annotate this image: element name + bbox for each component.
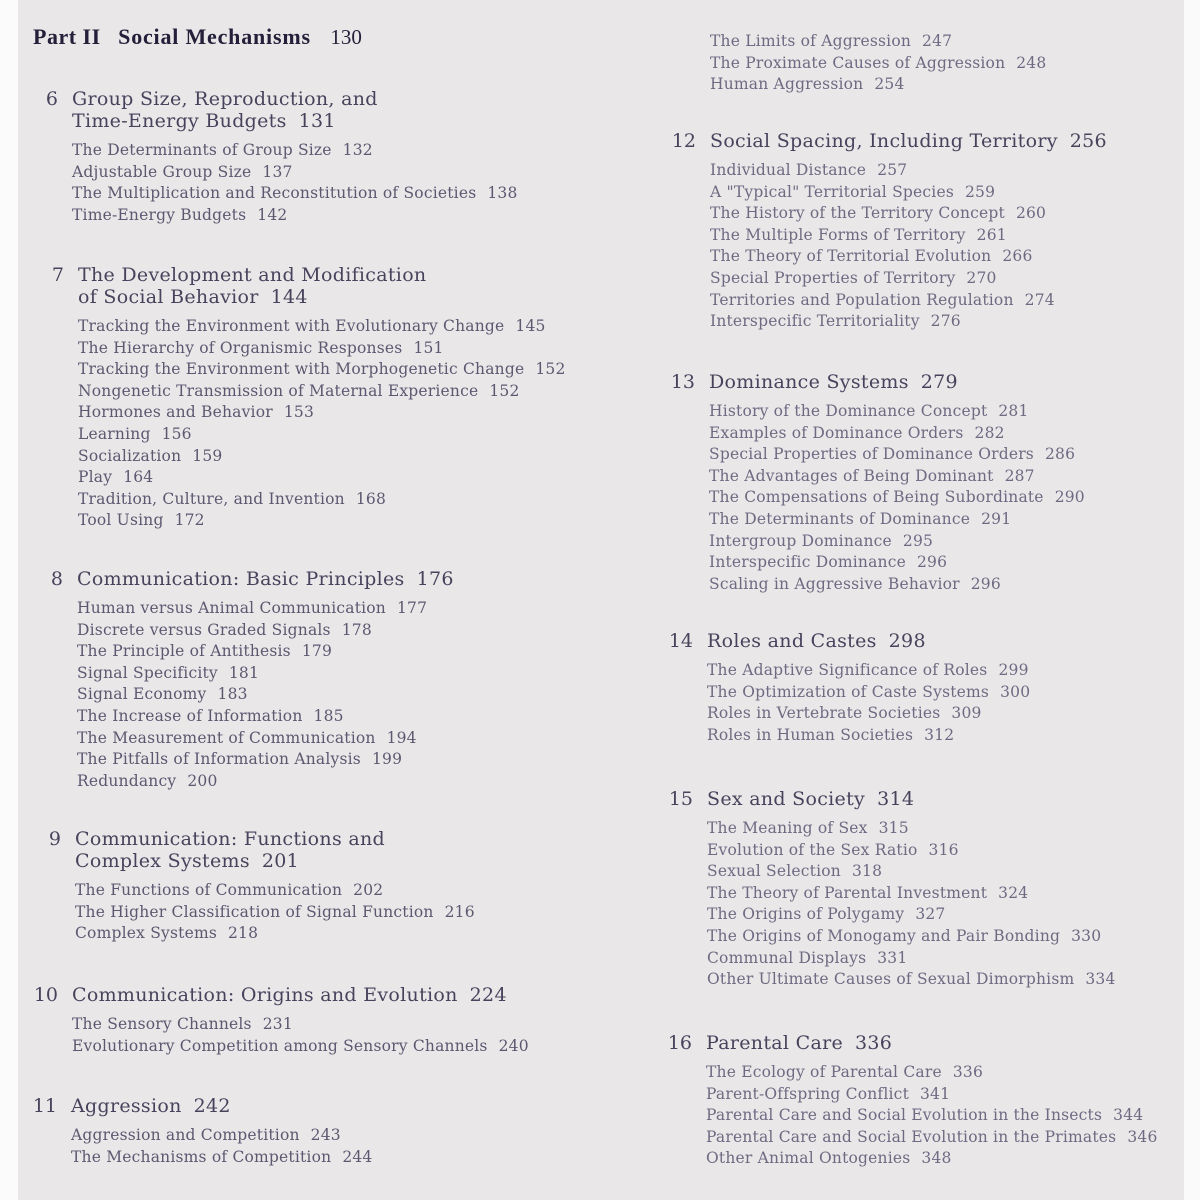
section-entry <box>709 531 1085 553</box>
section-page-number: 346 <box>1127 1127 1158 1146</box>
section-entry <box>707 660 1030 682</box>
section-entry <box>709 423 1085 445</box>
section-list <box>670 31 1046 96</box>
section-list <box>31 1125 373 1168</box>
chapter-number: 12 <box>671 130 696 152</box>
chapter-title: Dominance Systems <box>709 371 909 393</box>
section-page-number: 336 <box>952 1063 984 1081</box>
section-entry <box>72 1036 529 1058</box>
section-entry <box>78 402 566 424</box>
chapter-title: The Development and Modification <box>78 264 427 286</box>
section-title: The Principle of Antithesis <box>77 642 291 661</box>
chapter-number: 13 <box>670 371 695 393</box>
section-title: The Functions of Communication <box>75 881 343 899</box>
section-page-number: 344 <box>1113 1106 1144 1125</box>
section-page-number: 266 <box>1002 247 1033 266</box>
chapter-heading <box>35 828 475 872</box>
chapter-title-line <box>72 88 518 110</box>
section-page-number: 153 <box>283 403 315 422</box>
section-entry <box>78 510 566 532</box>
section-title: The Mechanisms of Competition <box>71 1147 332 1166</box>
section-entry <box>72 140 518 162</box>
section-page-number: 202 <box>353 881 384 899</box>
section-page-number: 260 <box>1015 204 1047 223</box>
chapter-page-number: 201 <box>261 850 300 872</box>
section-title: The Meaning of Sex <box>707 819 868 837</box>
section-list <box>666 1062 1158 1170</box>
chapter-page-number: 176 <box>416 568 454 590</box>
section-title: Aggression and Competition <box>71 1126 300 1144</box>
chapter-entry <box>669 371 1085 595</box>
section-page-number: 316 <box>928 840 959 859</box>
section-entry <box>707 725 1030 747</box>
section-page-number: 164 <box>123 468 154 487</box>
section-title: The Higher Classification of Signal Function <box>75 902 434 921</box>
section-entry <box>706 1127 1158 1149</box>
section-page-number: 156 <box>161 424 192 443</box>
section-title: Hormones and Behavior <box>78 403 273 422</box>
section-title: The Limits of Aggression <box>710 32 912 50</box>
section-entry <box>77 749 454 771</box>
section-title: Discrete versus Graded Signals <box>77 620 331 639</box>
chapter-title-line <box>75 828 475 850</box>
section-entry <box>75 880 475 902</box>
section-entry <box>707 904 1116 926</box>
section-page-number: 300 <box>1000 682 1031 701</box>
section-title: Human versus Animal Communication <box>77 599 386 617</box>
page-edge-left <box>0 0 18 1200</box>
section-page-number: 145 <box>515 317 546 335</box>
chapter-title: Parental Care <box>706 1032 843 1054</box>
chapter-page-number: 224 <box>469 984 507 1006</box>
section-entry <box>707 969 1116 991</box>
section-title: Parental Care and Social Evolution in the Primates <box>706 1127 1117 1146</box>
section-title: Human Aggression <box>710 75 864 94</box>
section-page-number: 327 <box>915 905 946 924</box>
section-entry <box>709 444 1085 466</box>
section-entry <box>78 338 566 360</box>
section-page-number: 276 <box>930 312 961 331</box>
chapter-page-number: 256 <box>1069 130 1107 152</box>
section-entry <box>709 574 1085 596</box>
section-page-number: 315 <box>878 819 909 837</box>
chapter-entry <box>667 788 1116 991</box>
chapter-heading <box>32 984 529 1006</box>
section-list <box>37 598 454 792</box>
section-entry <box>78 467 566 489</box>
section-page-number: 151 <box>413 338 444 357</box>
section-title: Other Animal Ontogenies <box>706 1149 911 1168</box>
section-title: The Determinants of Dominance <box>709 509 971 528</box>
section-page-number: 185 <box>313 706 344 725</box>
section-entry <box>78 446 566 468</box>
chapter-number: 16 <box>667 1032 692 1054</box>
chapter-entry <box>32 88 518 226</box>
section-page-number: 261 <box>976 225 1007 244</box>
section-title: The Multiplication and Reconstitution of Societies <box>72 184 477 203</box>
section-page-number: 199 <box>371 750 403 769</box>
section-title: The Origins of Monogamy and Pair Bonding <box>707 926 1061 945</box>
section-title: Redundancy <box>77 771 177 790</box>
section-entry <box>710 74 1046 96</box>
section-title: Play <box>78 468 113 487</box>
chapter-page-number: 298 <box>888 630 926 652</box>
section-title: The Sensory Channels <box>72 1015 252 1033</box>
section-entry <box>707 703 1030 725</box>
section-entry <box>707 818 1116 840</box>
section-entry <box>71 1147 373 1169</box>
section-title: Tradition, Culture, and Invention <box>78 489 345 508</box>
section-page-number: 152 <box>535 360 566 379</box>
section-entry <box>77 706 454 728</box>
section-title: Nongenetic Transmission of Maternal Experience <box>78 381 479 400</box>
chapter-title: Communication: Origins and Evolution <box>72 984 458 1006</box>
section-entry <box>707 682 1030 704</box>
chapter-heading <box>32 88 518 132</box>
section-page-number: 257 <box>877 161 908 179</box>
section-entry <box>710 311 1107 333</box>
section-entry <box>709 466 1085 488</box>
section-page-number: 290 <box>1054 488 1085 507</box>
chapter-title: Roles and Castes <box>707 630 877 652</box>
section-title: Intergroup Dominance <box>709 531 892 550</box>
section-entry <box>77 771 454 793</box>
section-title: The Theory of Parental Investment <box>707 883 988 902</box>
section-page-number: 200 <box>187 771 218 790</box>
chapter-title-line <box>78 264 566 286</box>
section-entry <box>78 381 566 403</box>
chapter-page-number: 131 <box>298 110 336 132</box>
section-entry <box>709 487 1085 509</box>
chapter-title: Time-Energy Budgets <box>72 110 287 132</box>
part-title: Social Mechanisms <box>118 24 311 49</box>
section-page-number: 181 <box>228 663 260 682</box>
section-title: The Compensations of Being Subordinate <box>709 488 1044 507</box>
section-page-number: 334 <box>1085 970 1116 989</box>
section-entry <box>72 205 518 227</box>
chapter-heading <box>667 630 1030 652</box>
section-entry <box>707 883 1116 905</box>
chapter-title: Sex and Society <box>707 788 866 810</box>
section-list <box>38 316 566 532</box>
chapter-heading <box>667 788 1116 810</box>
section-page-number: 178 <box>341 620 372 639</box>
chapter-number: 7 <box>51 264 64 286</box>
section-page-number: 244 <box>342 1147 373 1166</box>
section-page-number: 142 <box>257 205 288 224</box>
section-page-number: 330 <box>1071 926 1102 945</box>
chapter-entry <box>35 828 475 945</box>
section-entry <box>710 225 1107 247</box>
part-page-number: 130 <box>330 25 362 49</box>
section-page-number: 287 <box>1004 466 1035 485</box>
section-entry <box>710 290 1107 312</box>
section-page-number: 259 <box>964 182 996 201</box>
section-title: Evolutionary Competition among Sensory Channels <box>72 1036 488 1055</box>
section-entry <box>706 1148 1158 1170</box>
section-entry <box>706 1084 1158 1106</box>
section-title: The Hierarchy of Organismic Responses <box>78 338 403 357</box>
chapter-title: of Social Behavior <box>78 286 259 308</box>
section-title: Parent-Offspring Conflict <box>706 1084 909 1103</box>
chapter-heading <box>669 371 1085 393</box>
section-title: Roles in Vertebrate Societies <box>707 704 941 723</box>
section-entry <box>706 1105 1158 1127</box>
section-title: Time-Energy Budgets <box>72 205 247 224</box>
page-edge-right <box>1184 0 1200 1200</box>
chapter-title-line <box>709 371 1085 393</box>
chapter-page-number: 336 <box>855 1032 893 1054</box>
chapter-entry <box>670 130 1107 333</box>
section-page-number: 172 <box>174 511 205 530</box>
chapter-number: 14 <box>668 630 693 652</box>
chapter-entry <box>667 630 1030 746</box>
section-list <box>667 818 1116 991</box>
chapter-title: Aggression <box>71 1095 182 1117</box>
section-entry <box>709 509 1085 531</box>
section-title: History of the Dominance Concept <box>709 402 988 420</box>
chapter-page-number: 314 <box>877 788 915 810</box>
chapter-entry <box>37 568 454 792</box>
section-entry <box>707 926 1116 948</box>
section-entry <box>72 162 518 184</box>
section-title: The Pitfalls of Information Analysis <box>77 750 361 769</box>
section-title: Signal Specificity <box>77 663 218 682</box>
section-page-number: 216 <box>444 902 475 921</box>
section-page-number: 137 <box>262 162 293 181</box>
chapter-title-line <box>707 788 1116 810</box>
section-page-number: 152 <box>489 381 520 400</box>
section-title: The Adaptive Significance of Roles <box>707 661 988 679</box>
chapter-number: 6 <box>45 88 58 110</box>
section-page-number: 296 <box>970 574 1001 593</box>
section-title: Adjustable Group Size <box>72 162 252 181</box>
chapter-title-line <box>77 568 454 590</box>
chapter-entry <box>666 1032 1158 1170</box>
section-title: The Measurement of Communication <box>77 728 376 747</box>
section-page-number: 312 <box>924 725 955 744</box>
chapter-heading <box>38 264 566 308</box>
section-entry <box>709 401 1085 423</box>
chapter-number: 15 <box>668 788 693 810</box>
section-page-number: 348 <box>921 1149 952 1168</box>
section-page-number: 296 <box>916 553 948 572</box>
section-page-number: 177 <box>397 599 428 617</box>
chapter-heading <box>37 568 454 590</box>
chapter-title-line <box>706 1032 1158 1054</box>
chapter-title: Communication: Functions and <box>75 828 385 850</box>
chapter-page-number: 144 <box>270 286 308 308</box>
section-page-number: 240 <box>498 1036 529 1055</box>
chapter-title-line <box>707 630 1030 652</box>
section-entry <box>75 902 475 924</box>
section-title: Examples of Dominance Orders <box>709 423 964 442</box>
section-list <box>670 160 1107 333</box>
chapter-title-line <box>75 850 475 872</box>
chapter-title: Social Spacing, Including Territory <box>710 130 1058 152</box>
section-title: The Multiple Forms of Territory <box>710 225 966 244</box>
section-entry <box>77 641 454 663</box>
section-entry <box>77 728 454 750</box>
section-page-number: 324 <box>998 883 1029 902</box>
section-title: Other Ultimate Causes of Sexual Dimorphism <box>707 970 1075 989</box>
section-title: The Advantages of Being Dominant <box>709 466 994 485</box>
chapter-number: 11 <box>32 1095 57 1117</box>
chapter-number: 10 <box>33 984 58 1006</box>
section-entry <box>78 316 566 338</box>
chapter-entry <box>38 264 566 532</box>
section-title: Interspecific Dominance <box>709 553 906 572</box>
section-entry <box>78 424 566 446</box>
section-entry <box>707 840 1116 862</box>
chapter-heading <box>31 1095 373 1117</box>
section-title: The Ecology of Parental Care <box>706 1063 942 1081</box>
chapter-title: Complex Systems <box>75 850 250 872</box>
section-page-number: 138 <box>487 184 518 203</box>
chapter-heading <box>670 130 1107 152</box>
section-title: Socialization <box>78 446 182 465</box>
section-entry <box>75 923 475 945</box>
section-entry <box>71 1125 373 1147</box>
section-title: Territories and Population Regulation <box>710 290 1014 309</box>
chapter-title-line <box>71 1095 373 1117</box>
section-page-number: 132 <box>342 141 373 159</box>
section-list <box>669 401 1085 595</box>
section-page-number: 231 <box>262 1015 293 1033</box>
section-title: Evolution of the Sex Ratio <box>707 840 918 859</box>
section-page-number: 331 <box>877 948 908 967</box>
section-page-number: 309 <box>951 704 982 723</box>
section-title: Scaling in Aggressive Behavior <box>709 574 960 593</box>
section-title: Communal Displays <box>707 948 867 967</box>
section-entry <box>72 183 518 205</box>
section-list <box>667 660 1030 746</box>
section-title: Parental Care and Social Evolution in the Insects <box>706 1106 1103 1125</box>
section-entry <box>710 268 1107 290</box>
section-page-number: 295 <box>902 531 934 550</box>
section-title: Sexual Selection <box>707 862 841 881</box>
chapter-entry <box>32 984 529 1057</box>
section-title: Tracking the Environment with Morphogenetic Change <box>78 360 525 379</box>
section-title: The Proximate Causes of Aggression <box>710 53 1006 72</box>
chapter-title-line <box>72 110 518 132</box>
section-entry <box>710 160 1107 182</box>
section-page-number: 286 <box>1044 445 1076 464</box>
section-page-number: 183 <box>217 685 248 704</box>
section-page-number: 159 <box>192 446 223 465</box>
section-title: Roles in Human Societies <box>707 725 914 744</box>
section-title: The Determinants of Group Size <box>72 141 332 159</box>
section-entry <box>706 1062 1158 1084</box>
section-title: The Theory of Territorial Evolution <box>710 247 992 266</box>
chapter-title-line <box>72 984 529 1006</box>
section-entry <box>710 31 1046 53</box>
section-title: The Increase of Information <box>77 706 303 725</box>
chapter-number: 8 <box>50 568 63 590</box>
section-title: The Optimization of Caste Systems <box>707 682 990 701</box>
section-entry <box>77 684 454 706</box>
section-page-number: 168 <box>355 489 387 508</box>
section-title: Special Properties of Dominance Orders <box>709 445 1034 464</box>
section-page-number: 274 <box>1024 290 1055 309</box>
section-entry <box>710 182 1107 204</box>
chapter-title: Group Size, Reproduction, and <box>72 88 378 110</box>
chapter-title-line <box>710 130 1107 152</box>
section-entry <box>77 620 454 642</box>
continued-sections <box>670 31 1046 96</box>
chapter-heading <box>666 1032 1158 1054</box>
section-page-number: 243 <box>310 1126 341 1144</box>
section-entry <box>710 203 1107 225</box>
chapter-number: 9 <box>48 828 61 850</box>
section-title: Tracking the Environment with Evolutionary Change <box>78 317 505 335</box>
section-entry <box>78 489 566 511</box>
section-page-number: 341 <box>920 1084 951 1103</box>
section-title: Signal Economy <box>77 685 207 704</box>
section-page-number: 247 <box>922 32 953 50</box>
section-title: Special Properties of Territory <box>710 268 956 287</box>
section-list <box>32 1014 529 1057</box>
section-page-number: 248 <box>1016 53 1047 72</box>
section-page-number: 218 <box>228 924 259 943</box>
section-entry <box>710 246 1107 268</box>
section-entry <box>709 552 1085 574</box>
section-title: The Origins of Polygamy <box>707 905 905 924</box>
section-entry <box>710 53 1046 75</box>
section-page-number: 179 <box>301 642 333 661</box>
chapter-title: Communication: Basic Principles <box>77 568 405 590</box>
section-title: Individual Distance <box>710 161 867 179</box>
section-entry <box>77 663 454 685</box>
chapter-title-line <box>78 286 566 308</box>
section-title: A "Typical" Territorial Species <box>710 182 954 201</box>
section-title: Learning <box>78 424 151 443</box>
part-heading <box>33 24 362 50</box>
section-title: The History of the Territory Concept <box>710 204 1005 223</box>
section-page-number: 194 <box>386 728 417 747</box>
section-page-number: 299 <box>998 661 1029 679</box>
section-entry <box>77 598 454 620</box>
section-page-number: 270 <box>966 268 997 287</box>
section-page-number: 291 <box>981 509 1012 528</box>
section-page-number: 281 <box>998 402 1029 420</box>
section-title: Interspecific Territoriality <box>710 312 920 331</box>
chapter-page-number: 242 <box>193 1095 231 1117</box>
section-list <box>35 880 475 945</box>
part-label: Part II <box>33 24 101 49</box>
section-title: Tool Using <box>78 511 164 530</box>
section-entry <box>78 359 566 381</box>
section-entry <box>72 1014 529 1036</box>
section-entry <box>707 861 1116 883</box>
section-page-number: 282 <box>974 423 1005 442</box>
section-list <box>32 140 518 226</box>
section-title: Complex Systems <box>75 924 217 943</box>
section-page-number: 318 <box>851 862 883 881</box>
chapter-entry <box>31 1095 373 1168</box>
section-page-number: 254 <box>874 75 905 94</box>
chapter-page-number: 279 <box>920 371 958 393</box>
section-entry <box>707 948 1116 970</box>
